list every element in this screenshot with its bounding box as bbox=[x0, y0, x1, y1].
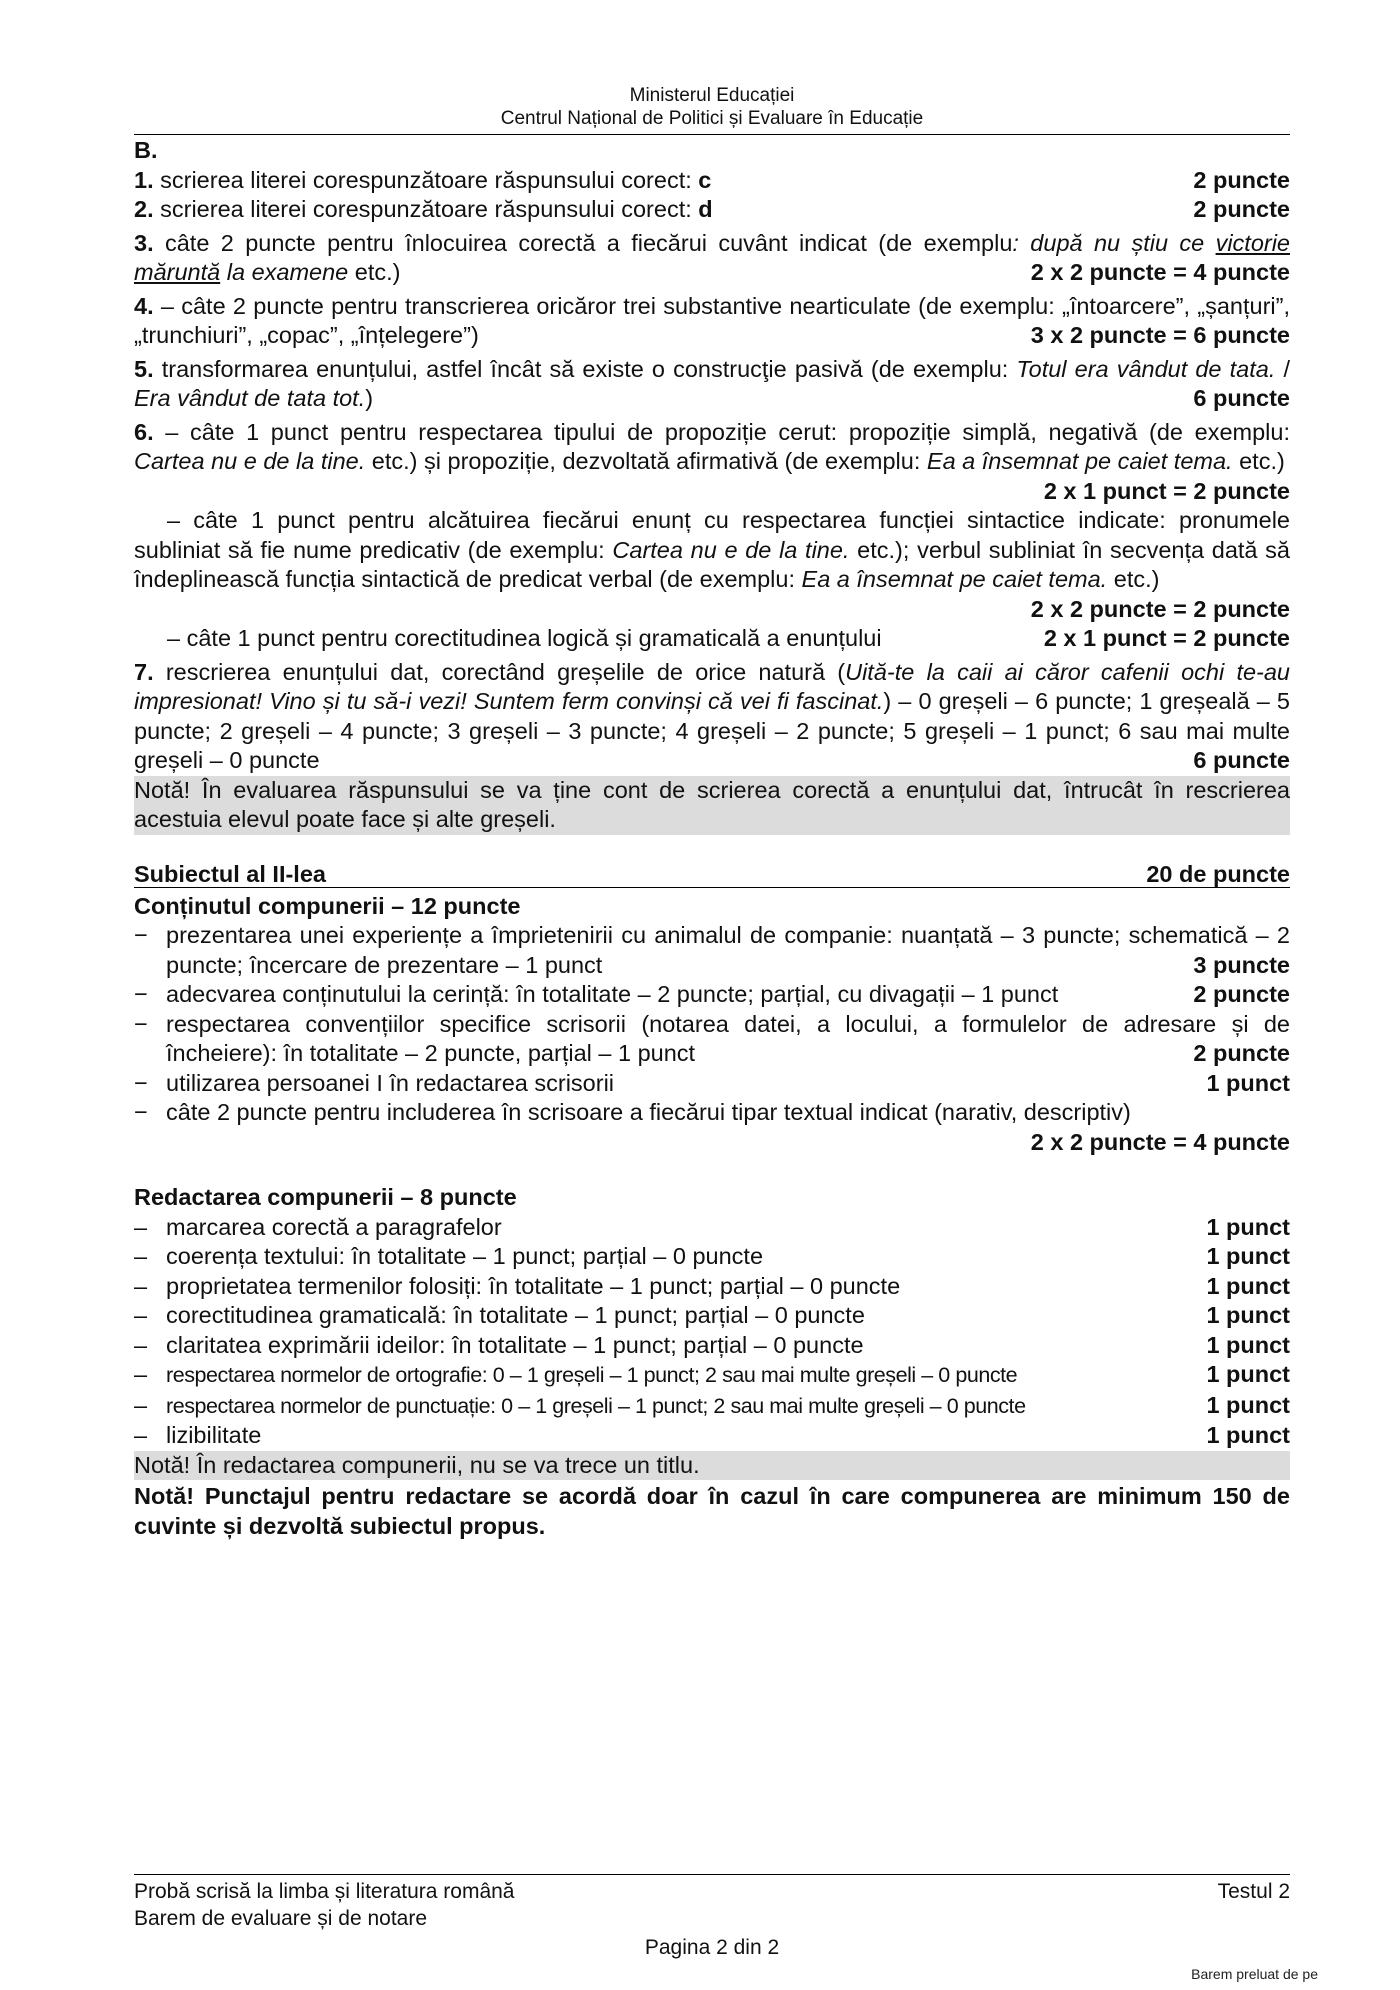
page-header bbox=[134, 84, 1290, 130]
note-section-b: Notă! În evaluarea răspunsului se va ține cont de scrierea corectă a enunțului dat, întrucât în rescrierea acestuia elevul poate face și alte greșeli. bbox=[134, 776, 1290, 835]
item-points: 3 puncte bbox=[1193, 951, 1290, 978]
item-points: 3 x 2 puncte = 6 puncte bbox=[1030, 322, 1290, 348]
list-item: − respectarea convențiilor specifice scrisorii (notarea datei, a locului, a formulelor de adresare și de încheiere): în totalitate – 2 puncte, parțial – 1 punct bbox=[134, 1010, 1290, 1066]
item-points: 2 puncte bbox=[1193, 166, 1290, 193]
list-item: − adecvarea conținutului la cerință: în totalitate – 2 puncte; parțial, cu divagații – 1 punct 2 puncte bbox=[134, 980, 1290, 1010]
answer-letter: c bbox=[698, 166, 712, 193]
item-points: 2 x 2 puncte = 2 puncte bbox=[1030, 595, 1290, 622]
subject-2-heading: Subiectul al II-lea 20 de puncte bbox=[134, 860, 1290, 887]
item-points: 1 punct bbox=[1206, 1302, 1290, 1328]
item-points: 2 x 1 punct = 2 puncte bbox=[1043, 625, 1290, 651]
item-2: 2. scrierea literei corespunzătoare răspunsului corect: d 2 puncte bbox=[134, 195, 1290, 225]
header-divider bbox=[134, 134, 1290, 135]
watermark-text: Barem preluat de pe bbox=[1191, 1966, 1318, 1982]
item-points: 1 punct bbox=[1206, 1069, 1290, 1096]
item-points: 1 punct bbox=[1206, 1213, 1290, 1240]
ministry-name: Ministerul Educației bbox=[629, 85, 795, 106]
writing-heading: Redactarea compunerii – 8 puncte bbox=[134, 1184, 517, 1210]
list-item: – lizibilitate 1 punct bbox=[134, 1421, 1290, 1451]
item-1: 1. scrierea literei corespunzătoare răspunsului corect: c 2 puncte bbox=[134, 166, 1290, 196]
item-4: 4. – câte 2 puncte pentru transcrierea oricăror trei substantive nearticulate (de exemplu: „întoarcere”, „șanțuri”, „trunchiuri”, „copac”, „înțelegere”) 3 x 2 puncte = 6 puncte bbox=[134, 292, 1290, 351]
item-3: 3. câte 2 puncte pentru înlocuirea corectă a fiecărui cuvânt indicat (de exemplu: după nu știu ce victorie măruntă la examene etc.) 2 x 2 puncte = 4 puncte bbox=[134, 229, 1290, 288]
list-item: – coerența textului: în totalitate – 1 punct; parțial – 0 puncte 1 punct bbox=[134, 1242, 1290, 1272]
writing-criteria-list bbox=[134, 1213, 1290, 1451]
item-6a: 6. – câte 1 punct pentru respectarea tipului de propoziție cerut: propoziție simplă, negativă (de exemplu: Cartea nu e de la tine. etc.) și propoziție, dezvoltată afirmativă (de exemplu: Ea a însemnat pe caiet tema. etc.) 2 x 1 punct = 2 puncte bbox=[134, 418, 1290, 507]
footer-divider bbox=[134, 1874, 1290, 1875]
item-points: 2 x 1 punct = 2 puncte bbox=[1043, 477, 1290, 504]
content-criteria-list bbox=[134, 921, 1290, 1157]
item-points: 2 puncte bbox=[1193, 1040, 1290, 1066]
item-5: 5. transformarea enunțului, astfel încât să existe o construcţie pasivă (de exemplu: Totul era vândut de tata. / Era vândut de tata tot.) 6 puncte bbox=[134, 355, 1290, 414]
item-7: 7. rescrierea enunțului dat, corectând greșelile de orice natură (Uită-te la caii ai căror cafenii ochi te-au impresionat! Vino și tu să-i vezi! Suntem ferm convinși că vei fi fascinat.) – 0 greșeli – 6 puncte; 1 greșeală – 5 puncte; 2 greșeli – 4 puncte; 3 greșeli – 3 puncte; 4 greșeli – 2 puncte; 5 greșeli – 1 punct; 6 sau mai multe greșeli – 0 puncte 6 puncte bbox=[134, 658, 1290, 776]
page-footer bbox=[134, 1878, 1290, 1932]
footer-exam-name: Probă scrisă la limba și literatura română bbox=[134, 1880, 515, 1903]
item-points: 2 puncte bbox=[1193, 196, 1290, 222]
list-item: – respectarea normelor de punctuație: 0 – 1 greșeli – 1 punct; 2 sau mai multe greșeli – 0 puncte 1 punct bbox=[134, 1391, 1290, 1422]
footer-test-number: Testul 2 bbox=[1217, 1880, 1290, 1903]
document-body bbox=[134, 136, 1290, 1541]
footer-doc-type: Barem de evaluare și de notare bbox=[134, 1907, 428, 1930]
list-item: − câte 2 puncte pentru includerea în scrisoare a fiecărui tipar textual indicat (narativ, descriptiv) bbox=[134, 1099, 1131, 1125]
list-item: – claritatea exprimării ideilor: în totalitate – 1 punct; parțial – 0 puncte 1 punct bbox=[134, 1331, 1290, 1361]
list-item: – marcarea corectă a paragrafelor 1 punct bbox=[134, 1213, 1290, 1243]
list-item: − prezentarea unei experiențe a împrietenirii cu animalul de companie: nuanțată – 3 puncte; schematică – 2 puncte; încercare de prezentare – 1 punct bbox=[134, 922, 1290, 978]
item-points: 1 punct bbox=[1206, 1331, 1290, 1358]
item-points: 6 puncte bbox=[1193, 747, 1290, 773]
center-name: Centrul Național de Politici și Evaluare în Educație bbox=[500, 108, 924, 129]
note-word-count: Notă! Punctajul pentru redactare se acordă doar în cazul în care compunerea are minimum 150 de cuvinte și dezvoltă subiectul propus. bbox=[134, 1483, 1290, 1539]
item-6b: – câte 1 punct pentru alcătuirea fiecărui enunț cu respectarea funcției sintactice indicate: pronumele subliniat să fie nume predicativ (de exemplu: Cartea nu e de la tine. etc.); verbul subliniat în secvența dată să îndeplinească funcția sintactică de predicat verbal (de exemplu: Ea a însemnat pe caiet tema. etc.) 2 x 2 puncte = 2 puncte bbox=[134, 506, 1290, 624]
item-points: 2 x 2 puncte = 4 puncte bbox=[1030, 1128, 1290, 1155]
item-points: 1 punct bbox=[1206, 1243, 1290, 1269]
section-b-label: B. bbox=[134, 137, 158, 163]
note-title: Notă! În redactarea compunerii, nu se va trece un titlu. bbox=[134, 1451, 1290, 1481]
item-6c: – câte 1 punct pentru corectitudinea logică și gramaticală a enunțului 2 x 1 punct = 2 puncte bbox=[134, 624, 1290, 654]
content-heading: Conținutul compunerii – 12 puncte bbox=[134, 892, 521, 919]
item-points: 1 punct bbox=[1206, 1391, 1290, 1418]
item-points: 1 punct bbox=[1206, 1422, 1290, 1448]
document-page bbox=[134, 0, 1290, 1981]
answer-letter: d bbox=[698, 196, 713, 222]
item-points: 6 puncte bbox=[1193, 385, 1290, 411]
list-item: − utilizarea persoanei I în redactarea scrisorii 1 punct bbox=[134, 1069, 1290, 1099]
page-number: Pagina 2 din 2 bbox=[644, 1936, 780, 1959]
list-item: – respectarea normelor de ortografie: 0 – 1 greșeli – 1 punct; 2 sau mai multe greșeli – 0 puncte 1 punct bbox=[134, 1360, 1290, 1391]
list-item: – corectitudinea gramaticală: în totalitate – 1 punct; parțial – 0 puncte 1 punct bbox=[134, 1301, 1290, 1331]
item-points: 2 puncte bbox=[1193, 981, 1290, 1007]
item-points: 2 x 2 puncte = 4 puncte bbox=[1030, 259, 1290, 285]
list-item: – proprietatea termenilor folosiți: în totalitate – 1 punct; parțial – 0 puncte 1 punct bbox=[134, 1272, 1290, 1302]
item-points: 1 punct bbox=[1206, 1272, 1290, 1299]
item-points: 1 punct bbox=[1206, 1361, 1290, 1387]
